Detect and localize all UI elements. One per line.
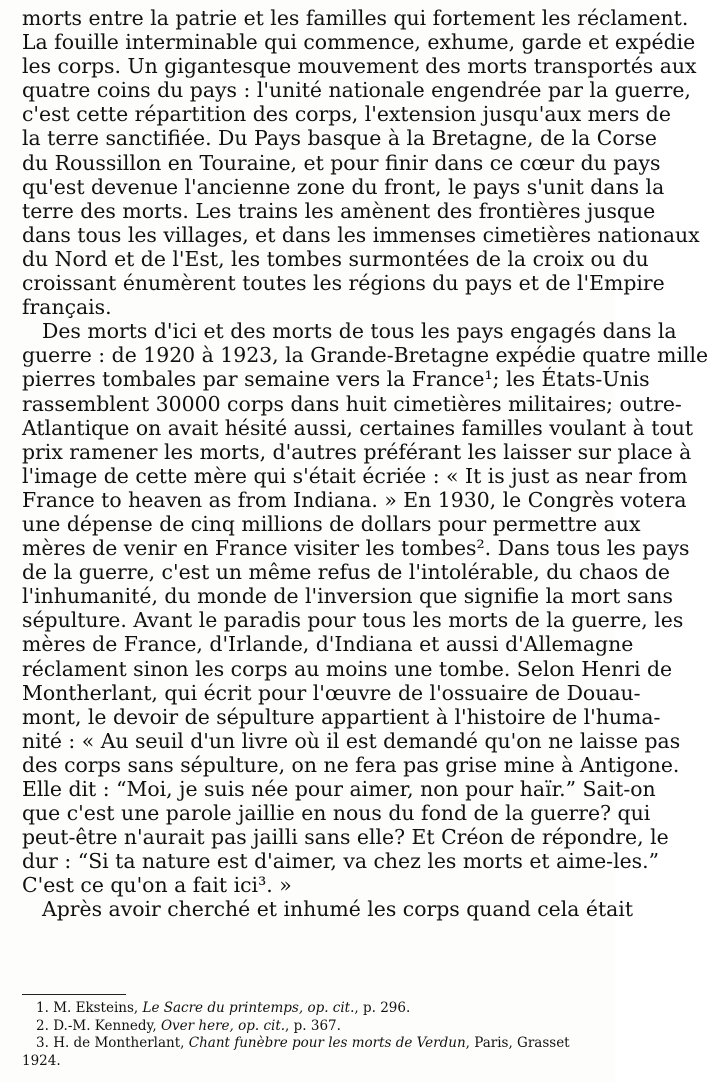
footnote-rest: , Paris, Grasset (465, 1035, 570, 1051)
text-line: une dépense de cinq millions de dollars pour permettre aux (22, 511, 641, 536)
text-line: dans tous les villages, et dans les immenses cimetières nationaux (22, 222, 700, 247)
text-line: Montherlant, qui écrit pour l'œuvre de l'ossuaire de Douau- (22, 680, 641, 705)
text-line: mères de France, d'Irlande, d'Indiana et aussi d'Allemagne (22, 632, 634, 657)
text-line: mères de venir en France visiter les tombes². Dans tous les pays (22, 536, 690, 561)
footnote-rest: , p. 296. (354, 1000, 411, 1016)
text-line: France to heaven as from Indiana. » En 1930, le Congrès votera (22, 487, 687, 512)
footnote (22, 1018, 602, 1036)
text-line: rassemblent 30000 corps dans huit cimetières militaires; outre- (22, 391, 682, 416)
text-line: peut-être n'aurait pas jailli sans elle? Et Créon de répondre, le (22, 825, 669, 850)
footnote-continuation: 1924. (22, 1052, 61, 1069)
text-line: qu'est devenue l'ancienne zone du front, le pays s'unit dans la (22, 174, 665, 199)
footnote-number: 2. (36, 1017, 49, 1034)
footnote-title: Chant funèbre pour les morts de Verdun (188, 1035, 466, 1051)
text-line: dur : “Si ta nature est d'aimer, va chez les morts et aime-les.” (22, 849, 660, 874)
text-line: Atlantique on avait hésité aussi, certaines familles voulant à tout (22, 415, 694, 440)
text-line: la terre sanctifiée. Du Pays basque à la Bretagne, de la Corse (22, 126, 657, 151)
footnotes (22, 1000, 602, 1070)
text-line: de la guerre, c'est un même refus de l'intolérable, du chaos de (22, 560, 670, 585)
footnote-rest: , p. 367. (285, 1017, 341, 1034)
text-line: pierres tombales par semaine vers la France¹; les États-Unis (22, 367, 650, 392)
footnote-author: D.-M. Kennedy, (53, 1017, 157, 1034)
text-line: réclament sinon les corps au moins une tombe. Selon Henri de (22, 656, 673, 681)
footnote-number: 1. (36, 1000, 49, 1016)
footnote (22, 1035, 602, 1053)
footnote-title: Le Sacre du printemps, op. cit. (142, 1000, 355, 1016)
text-line: du Nord et de l'Est, les tombes surmontées de la croix ou du (22, 246, 649, 271)
text-line: Des morts d'ici et des morts de tous les pays engagés dans la (42, 319, 677, 344)
text-line: Après avoir cherché et inhumé les corps quand cela était (42, 897, 634, 922)
text-line: français. (22, 295, 112, 320)
text-line: terre des morts. Les trains les amènent des frontières jusque (22, 198, 656, 223)
text-line: La fouille interminable qui commence, exhume, garde et expédie (22, 30, 696, 55)
body-text (22, 6, 708, 922)
text-line: que c'est une parole jaillie en nous du fond de la guerre? qui (22, 801, 651, 826)
text-line: quatre coins du pays : l'unité nationale engendrée par la guerre, (22, 78, 691, 103)
text-line: du Roussillon en Touraine, et pour finir dans ce cœur du pays (22, 150, 661, 175)
text-line: des corps sans sépulture, on ne fera pas grise mine à Antigone. (22, 752, 680, 777)
footnote-number: 3. (36, 1035, 49, 1051)
text-line: nité : « Au seuil d'un livre où il est demandé qu'on ne laisse pas (22, 728, 681, 753)
text-line: sépulture. Avant le paradis pour tous les morts de la guerre, les (22, 608, 684, 633)
text-line: c'est cette répartition des corps, l'extension jusqu'aux mers de (22, 102, 671, 127)
text-line: Elle dit : “Moi, je suis née pour aimer, non pour haïr.” Sait-on (22, 777, 656, 801)
text-line: mont, le devoir de sépulture appartient à l'histoire de l'huma- (22, 704, 661, 729)
footnote-author: M. Eksteins, (53, 1000, 139, 1016)
text-line: C'est ce qu'on a fait ici³. » (22, 873, 292, 898)
footnote-author: H. de Montherlant, (53, 1035, 185, 1051)
text-line: les corps. Un gigantesque mouvement des morts transportés aux (22, 54, 697, 79)
text-line: l'image de cette mère qui s'était écriée : « It is just as near from (22, 463, 688, 488)
footnote-divider (22, 994, 126, 995)
footnote-title: Over here, op. cit. (160, 1017, 286, 1034)
text-line: croissant énumèrent toutes les régions du pays et de l'Empire (22, 271, 665, 296)
text-line: guerre : de 1920 à 1923, la Grande-Bretagne expédie quatre mille (22, 343, 708, 368)
text-line: prix ramener les morts, d'autres préférant les laisser sur place à (22, 439, 692, 464)
text-line: morts entre la patrie et les familles qui fortement les réclament. (22, 6, 689, 30)
text-line: l'inhumanité, du monde de l'inversion que signifie la mort sans (22, 584, 674, 609)
footnote (22, 1000, 602, 1018)
